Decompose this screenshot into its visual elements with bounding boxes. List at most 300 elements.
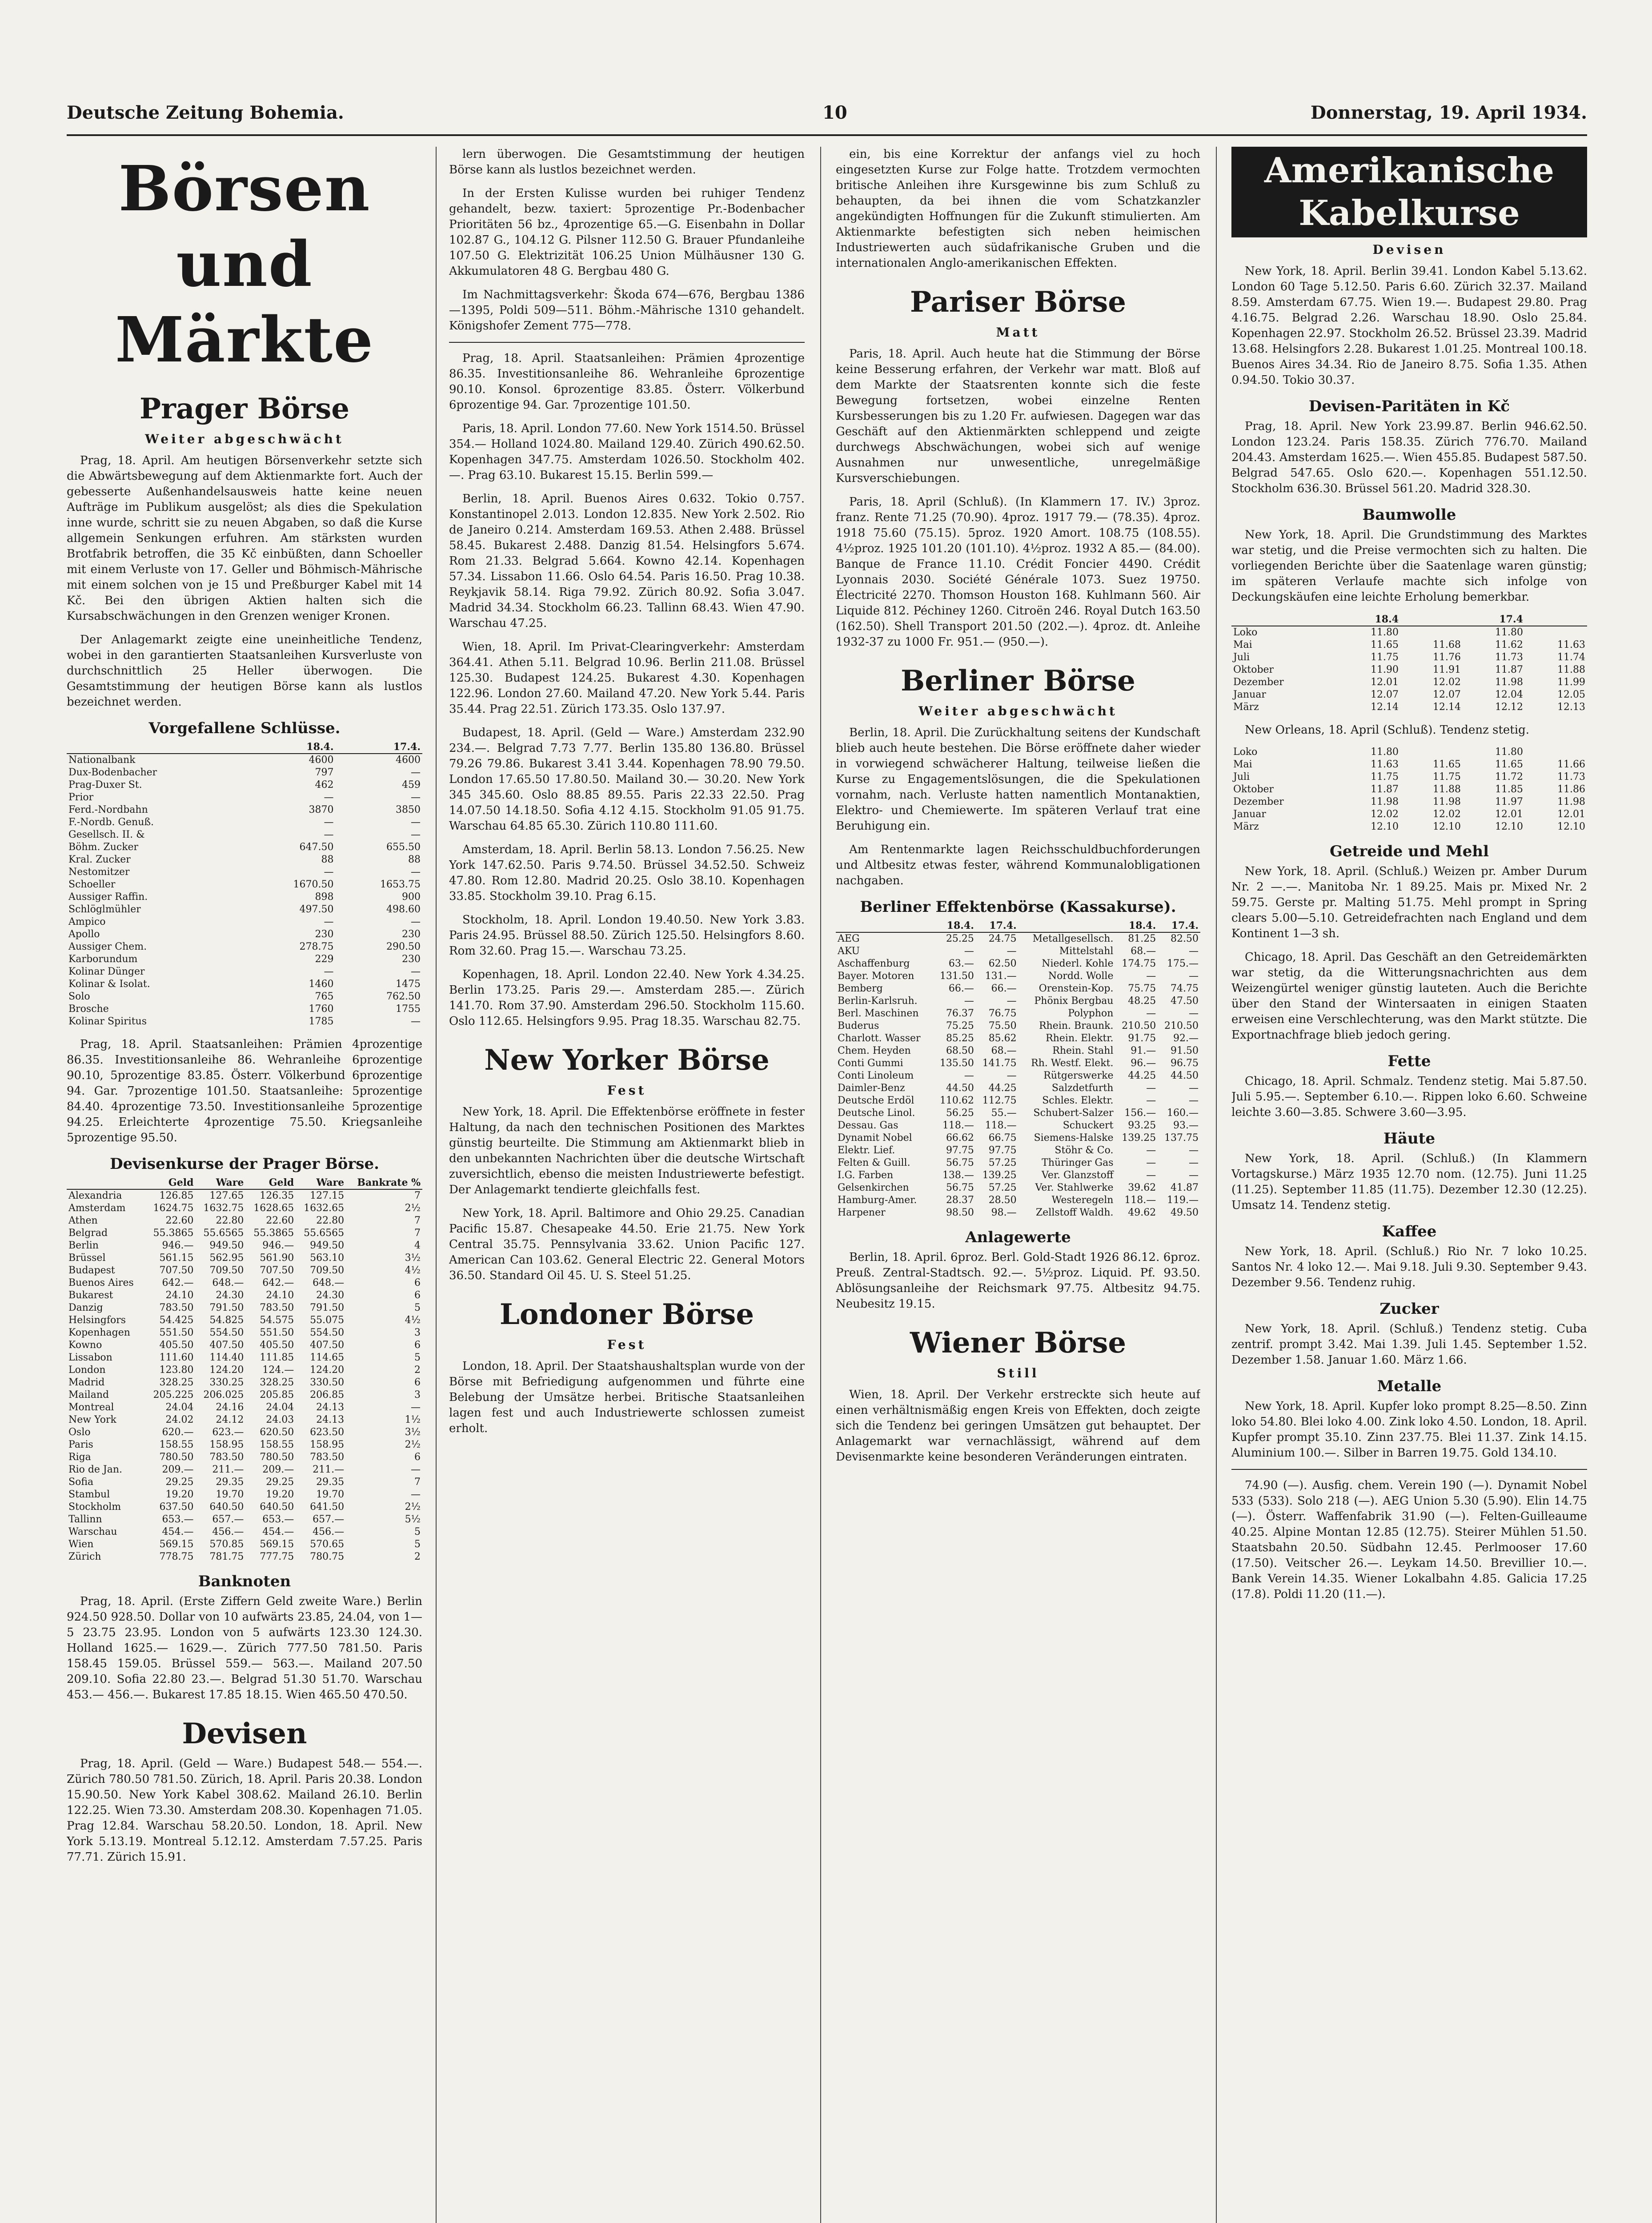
table-cell: 24.30: [316, 1290, 345, 1301]
table-cell: Madrid: [68, 1377, 105, 1388]
table-cell: 780.50: [159, 1452, 194, 1463]
table-cell: 7: [414, 1477, 421, 1488]
table-cell: 55.075: [310, 1315, 345, 1326]
table-cell: 949.50: [209, 1240, 244, 1251]
column-divider: [436, 147, 437, 2223]
article-paragraph: Prag, 18. April. Am heutigen Börsenverkehr setzte sich die Abwärtsbewegung auf dem Aktienmarkte fort. Auch der gebesserte Außenhandelsausweis hatte keine neuen Aufträge im Publikum ausgelöst; als dies die Spekulation inne wurde, schritt sie zu neuen Abgaben, so daß die Kurse allgemein Senkungen erfuhren. Am stärksten wurden Brotfabrik betroffen, die 35 Kč einbüßten, dann Schoeller mit einem Verluste von 17. Geller und Böhmisch-Mährische mit einem solchen von je 15 und Preßburger Kabel mit 14 Kč. Bei den übrigen Aktien halten sich die Kursabschwächungen in den Grenzen weniger Kronen.: [67, 454, 422, 623]
table-cell: 29.35: [316, 1477, 345, 1488]
table-cell: [1400, 626, 1463, 639]
table-cell: Zellstoff Waldh.: [1036, 1207, 1114, 1218]
table-cell: 97.75: [946, 1145, 974, 1156]
table-row: [67, 1202, 422, 1215]
table-cell: 407.50: [310, 1340, 345, 1351]
table-cell: 11.74: [1557, 652, 1585, 663]
table-cell: Athen: [68, 1215, 98, 1226]
table-row: [67, 1252, 422, 1264]
column-2: [449, 147, 805, 2223]
table-row: [1231, 651, 1587, 664]
table-cell: Aussiger Raffin.: [68, 891, 148, 903]
table-cell: 4½: [405, 1315, 421, 1326]
table-cell: Gesellsch. II. &: [68, 829, 145, 840]
table-cell: Deutsche Linol.: [838, 1107, 915, 1119]
table-cell: 655.50: [386, 842, 421, 853]
table-cell: 570.65: [310, 1539, 345, 1550]
table-cell: 66.—: [948, 983, 974, 994]
quote-block: Paris, 18. April. London 77.60. New York 1514.50. Brüssel 354.— Holland 1024.80. Mailand 129.40. Zürich 490.62.50. Kopenhagen 347.75. Amsterdam 1026.50. Stockholm 402.—. Prag 63.10. Bukarest 15.15. Berlin 599.—: [449, 422, 805, 482]
table-row: [1231, 808, 1587, 821]
table-cell: 459: [402, 779, 421, 790]
table-cell: Belgrad: [68, 1228, 108, 1239]
table-cell: 76.75: [988, 1008, 1017, 1019]
kaffee-title: Kaffee: [1382, 1223, 1437, 1240]
table-cell: 657.—: [313, 1514, 345, 1525]
table-cell: 12.01: [1495, 809, 1523, 820]
table-row: [1231, 758, 1587, 771]
quote-block: Budapest, 18. April. (Geld — Ware.) Amsterdam 232.90 234.—. Belgrad 7.73 7.77. Berlin 135.80 136.80. Brüssel 79.26 79.86. Bukarest 3.41 3.44. Kopenhagen 78.90 79.50. London 17.65.50 17.80.50. Mailand 30.— 30.20. New York 345 345.60. Oslo 88.85 89.55. Paris 22.33 22.50. Prag 14.07.50 14.18.50. Sofia 4.12 4.15. Stockholm 91.05 91.75. Warschau 64.85 65.30. Zürich 110.80 111.60.: [449, 726, 805, 833]
new-yorker-boerse-title: New Yorker Börse: [484, 1043, 770, 1077]
table-cell: Polyphon: [1068, 1008, 1114, 1019]
table-row: [67, 1464, 422, 1476]
table-cell: Berlin: [68, 1240, 99, 1251]
table-cell: Rhein. Braunk.: [1039, 1020, 1114, 1031]
table-cell: 11.80: [1371, 627, 1399, 638]
table-cell: —: [1146, 1008, 1156, 1019]
table-cell: Buenos Aires: [68, 1277, 134, 1288]
fette-title: Fette: [1387, 1052, 1431, 1070]
table-cell: Thüringer Gas: [1042, 1157, 1114, 1168]
table-cell: 3: [414, 1389, 421, 1400]
table-cell: 160.—: [1167, 1107, 1199, 1119]
table-cell: Daimler-Benz: [838, 1083, 905, 1094]
table-cell: —: [1006, 946, 1017, 957]
table-cell: —: [411, 792, 421, 803]
table-cell: Dux-Bodenbacher: [68, 767, 157, 778]
table-cell: 4600: [396, 754, 421, 766]
table-row: [67, 966, 422, 978]
table-cell: 127.15: [310, 1190, 345, 1201]
table-cell: —: [1146, 971, 1156, 982]
column-4: [1231, 147, 1587, 2223]
table-cell: 24.13: [316, 1402, 345, 1413]
table-cell: 456.—: [212, 1526, 244, 1537]
table-cell: 12.10: [1557, 821, 1585, 832]
table-cell: 66.—: [991, 983, 1017, 994]
table-row: [1231, 701, 1587, 714]
table-cell: 620.50: [260, 1427, 294, 1438]
table-cell: 11.99: [1557, 677, 1585, 688]
table-cell: 5: [414, 1302, 421, 1313]
table-cell: 11.88: [1557, 664, 1585, 675]
table-cell: Kowno: [68, 1340, 102, 1351]
table-cell: Kolinar Spiritus: [68, 1016, 147, 1027]
table-cell: 11.68: [1433, 639, 1461, 650]
column-divider: [1216, 147, 1217, 2223]
table-row: [67, 1240, 422, 1252]
table-row: [836, 958, 1200, 970]
table-cell: 75.75: [1128, 983, 1156, 994]
table-row: [67, 1389, 422, 1401]
table-cell: 783.50: [310, 1452, 345, 1463]
table-cell: 54.575: [260, 1315, 294, 1326]
table-row: [67, 1264, 422, 1277]
table-cell: Salzdetfurth: [1051, 1083, 1114, 1094]
banknoten-title: Banknoten: [198, 1573, 291, 1590]
table-cell: Rütgerswerke: [1043, 1070, 1114, 1081]
table-cell: 11.91: [1433, 664, 1461, 675]
table-row: [67, 1551, 422, 1563]
table-cell: 328.25: [159, 1377, 194, 1388]
table-row: [67, 1426, 422, 1439]
table-cell: I.G. Farben: [838, 1170, 894, 1181]
table-cell: März: [1233, 702, 1259, 713]
table-cell: 648.—: [212, 1277, 244, 1288]
table-cell: 11.76: [1433, 652, 1461, 663]
table-cell: 898: [315, 891, 334, 903]
table-cell: 74.75: [1171, 983, 1199, 994]
table-cell: 569.15: [159, 1539, 194, 1550]
table-cell: 11.65: [1433, 759, 1461, 770]
table-cell: 54.825: [209, 1315, 244, 1326]
table-cell: Aussiger Chem.: [68, 941, 147, 952]
table-cell: Ferd.-Nordbahn: [68, 804, 148, 815]
table-cell: 3: [414, 1327, 421, 1338]
table-row: [67, 1302, 422, 1314]
table-cell: Niederl. Kohle: [1042, 958, 1114, 969]
table-cell: 131.50: [939, 971, 974, 982]
table-cell: F.-Nordb. Genuß.: [68, 817, 154, 828]
table-cell: Schles. Elektr.: [1042, 1095, 1114, 1106]
wiener-boerse-title: Wiener Börse: [910, 1326, 1127, 1360]
table-cell: 57.25: [988, 1157, 1017, 1168]
table-cell: 25.25: [946, 933, 974, 944]
table-cell: 497.50: [299, 904, 334, 915]
table-cell: 11.80: [1371, 746, 1399, 758]
table-cell: Januar: [1233, 809, 1266, 820]
table-cell: 63.—: [948, 958, 974, 969]
table-row: [1231, 639, 1587, 651]
table-cell: 29.25: [165, 1477, 194, 1488]
table-row: [836, 945, 1200, 958]
table-cell: 707.50: [260, 1265, 294, 1276]
table-cell: 28.50: [988, 1195, 1017, 1206]
table-cell: 11.80: [1495, 746, 1523, 758]
table-cell: 946.—: [262, 1240, 294, 1251]
table-cell: London: [68, 1364, 106, 1376]
table-header-cell: 17.4: [1463, 613, 1525, 626]
table-cell: 24.03: [266, 1414, 294, 1425]
table-cell: 126.35: [260, 1190, 294, 1201]
table-cell: 48.25: [1128, 995, 1156, 1007]
table-cell: 12.04: [1495, 689, 1523, 700]
table-row: [836, 1007, 1200, 1020]
table-cell: 24.10: [165, 1290, 194, 1301]
prager-boerse-subtitle: Weiter abgeschwächt: [145, 432, 344, 446]
table-cell: 12.10: [1433, 821, 1461, 832]
table-cell: Dezember: [1233, 796, 1284, 807]
table-cell: Oslo: [68, 1427, 91, 1438]
table-cell: 11.75: [1433, 771, 1461, 782]
table-row: [836, 1057, 1200, 1070]
table-cell: Ver. Stahlwerke: [1035, 1182, 1114, 1193]
table-cell: 55.—: [991, 1107, 1017, 1119]
table-cell: 12.02: [1433, 809, 1461, 820]
table-row: [836, 1169, 1200, 1182]
table-cell: 2½: [405, 1501, 421, 1513]
table-cell: 2½: [405, 1203, 421, 1214]
table-cell: —: [1006, 995, 1017, 1007]
table-row: [67, 754, 422, 766]
table-cell: 1460: [309, 979, 334, 990]
table-cell: 229: [315, 954, 334, 965]
table-cell: 19.20: [266, 1489, 294, 1500]
table-cell: Stöhr & Co.: [1055, 1145, 1114, 1156]
table-cell: [1400, 746, 1463, 758]
table-header-cell: Geld: [145, 1176, 196, 1189]
table-cell: AEG: [838, 933, 860, 944]
table-cell: März: [1233, 821, 1259, 832]
table-cell: Felten & Guill.: [838, 1157, 910, 1168]
table-cell: Siemens-Halske: [1034, 1132, 1114, 1144]
table-cell: 623.—: [212, 1427, 244, 1438]
table-cell: Montreal: [68, 1402, 114, 1413]
table-cell: 653.—: [262, 1514, 294, 1525]
table-header-cell: [67, 1176, 145, 1189]
table-row: [1231, 796, 1587, 808]
table-cell: 44.50: [946, 1083, 974, 1094]
table-cell: 44.50: [1171, 1070, 1199, 1081]
table-row: [67, 1476, 422, 1489]
table-cell: 85.62: [988, 1033, 1017, 1044]
table-cell: 209.—: [162, 1464, 194, 1475]
table-cell: —: [1146, 1145, 1156, 1156]
table-cell: —: [324, 867, 334, 878]
table-cell: 139.25: [1122, 1132, 1156, 1144]
table-row: [1231, 771, 1587, 783]
table-cell: Warschau: [68, 1526, 117, 1537]
table-row: [836, 1157, 1200, 1169]
table-cell: 762.50: [386, 991, 421, 1002]
table-cell: Helsingfors: [68, 1315, 126, 1326]
table-cell: Chem. Heyden: [838, 1045, 911, 1056]
table-cell: 22.60: [266, 1215, 294, 1226]
table-cell: Bemberg: [838, 983, 883, 994]
table-cell: 158.95: [209, 1439, 244, 1450]
table-cell: Gelsenkirchen: [838, 1182, 909, 1193]
table-cell: 88: [321, 854, 334, 865]
table-cell: Schubert-Salzer: [1033, 1107, 1114, 1119]
table-cell: Mai: [1233, 759, 1252, 770]
table-cell: 29.35: [216, 1477, 244, 1488]
table-cell: 554.50: [310, 1327, 345, 1338]
table-cell: Westeregeln: [1051, 1195, 1114, 1206]
table-cell: 405.50: [159, 1340, 194, 1351]
table-cell: 230: [402, 954, 421, 965]
table-cell: 24.04: [266, 1402, 294, 1413]
table-header-cell: [1231, 613, 1338, 626]
table-cell: 158.95: [310, 1439, 345, 1450]
header-rule: [67, 134, 1587, 136]
table-cell: —: [324, 829, 334, 840]
table-cell: 114.40: [209, 1352, 244, 1363]
table-cell: 641.50: [310, 1501, 345, 1513]
table-cell: 93.25: [1128, 1120, 1156, 1131]
table-cell: 22.80: [316, 1215, 345, 1226]
table-cell: 11.62: [1495, 639, 1523, 650]
table-cell: —: [1189, 1095, 1199, 1106]
table-row: [836, 932, 1200, 945]
table-cell: 765: [315, 991, 334, 1002]
table-cell: 561.90: [260, 1252, 294, 1264]
table-cell: Stockholm: [68, 1501, 121, 1513]
table-cell: Nationalbank: [68, 754, 136, 766]
table-cell: 554.50: [209, 1327, 244, 1338]
table-cell: 5: [414, 1352, 421, 1363]
table-cell: 498.60: [386, 904, 421, 915]
table-header-cell: [1525, 613, 1587, 626]
quote-block: Stockholm, 18. April. London 19.40.50. New York 3.83. Paris 24.95. Brüssel 88.50. Zürich 125.50. Helsingfors 8.60. Rom 32.60. Prag 15.—. Warschau 73.25.: [449, 913, 805, 958]
table-cell: New York: [68, 1414, 116, 1425]
table-cell: 642.—: [262, 1277, 294, 1288]
table-cell: 11.86: [1557, 784, 1585, 795]
table-cell: 11.85: [1495, 784, 1523, 795]
berliner-boerse-subtitle: Weiter abgeschwächt: [918, 704, 1118, 718]
table-cell: 135.50: [939, 1058, 974, 1069]
article-paragraph: Berlin, 18. April. Die Zurückhaltung seitens der Kundschaft blieb auch heute bestehen. Die Börse eröffnete daher wieder in vorwiegend schwächerer Haltung, teilweise ließen die Kurse zu Engagementslösungen, die die Spekulationen vornahm, nach. Verluste hatten namentlich Montanaktien, Elektro- und Chemiewerte. Im späteren Verlauf trat eine Beruhigung ein.: [836, 726, 1200, 833]
baumwolle-title: Baumwolle: [1362, 506, 1456, 524]
table-cell: 41.87: [1171, 1182, 1199, 1193]
table-cell: 648.—: [313, 1277, 345, 1288]
table-row: [67, 804, 422, 816]
table-cell: 11.73: [1557, 771, 1585, 782]
table-row: [67, 866, 422, 879]
article-paragraph: New York, 18. April. (Schluß.) Weizen pr. Amber Durum Nr. 2 —.—. Manitoba Nr. 1 89.25. Mais pr. Mixed Nr. 2 59.75. Gerste pr. Malting 51.75. Mehl prompt in Spring clears 5.00—5.10. Getreidefrachten nach England und dem Kontinent 1—3 sh.: [1231, 865, 1587, 940]
table-cell: 119.—: [1167, 1195, 1199, 1206]
table-cell: 76.37: [946, 1008, 974, 1019]
table-cell: 781.75: [209, 1551, 244, 1562]
table-cell: 12.02: [1433, 677, 1461, 688]
table-cell: —: [1189, 1145, 1199, 1156]
table-row: [1231, 783, 1587, 796]
table-cell: 131.—: [985, 971, 1017, 982]
table-row: [67, 1227, 422, 1240]
table-cell: 12.05: [1557, 689, 1585, 700]
table-cell: 12.12: [1495, 702, 1523, 713]
table-cell: 139.25: [982, 1170, 1017, 1181]
new-orleans-table: [1231, 746, 1587, 833]
table-header-cell: Ware: [296, 1176, 346, 1189]
table-row: [836, 1207, 1200, 1219]
table-cell: 330.50: [310, 1377, 345, 1388]
table-cell: 642.—: [162, 1277, 194, 1288]
table-cell: 91.50: [1171, 1045, 1199, 1056]
table-row: [67, 816, 422, 829]
table-cell: 24.75: [988, 933, 1017, 944]
table-cell: 156.—: [1124, 1107, 1156, 1119]
table-row: [836, 1020, 1200, 1032]
table-cell: 653.—: [162, 1514, 194, 1525]
table-cell: 68.50: [946, 1045, 974, 1056]
table-row: [836, 1194, 1200, 1207]
table-cell: 98.—: [991, 1207, 1017, 1218]
londoner-boerse-title: Londoner Börse: [499, 1298, 754, 1331]
table-cell: Deutsche Erdöl: [838, 1095, 914, 1106]
table-cell: 62.50: [988, 958, 1017, 969]
table-row: [836, 1032, 1200, 1045]
table-cell: —: [1006, 1070, 1017, 1081]
table-cell: Zürich: [68, 1551, 101, 1562]
table-cell: 11.87: [1495, 664, 1523, 675]
table-cell: 11.65: [1371, 639, 1399, 650]
table-cell: —: [411, 1464, 421, 1475]
table-cell: 24.02: [165, 1414, 194, 1425]
table-cell: Paris: [68, 1439, 93, 1450]
table-row: [67, 1327, 422, 1339]
table-cell: 12.01: [1371, 677, 1399, 688]
devisen-title: Devisen: [182, 1717, 307, 1750]
table-cell: 620.—: [162, 1427, 194, 1438]
table-cell: 85.25: [946, 1033, 974, 1044]
table-cell: 1628.65: [253, 1203, 294, 1214]
table-cell: Juli: [1233, 771, 1250, 782]
column-1: [67, 147, 422, 2223]
table-cell: 11.66: [1557, 759, 1585, 770]
table-cell: 211.—: [313, 1464, 345, 1475]
table-row: [67, 791, 422, 804]
table-cell: 6: [414, 1340, 421, 1351]
table-cell: 707.50: [159, 1265, 194, 1276]
table-cell: 55.3865: [253, 1228, 294, 1239]
table-cell: —: [411, 767, 421, 778]
table-cell: 1½: [405, 1414, 421, 1425]
table-cell: 1632.75: [203, 1203, 244, 1214]
table-cell: —: [411, 966, 421, 977]
table-cell: 54.425: [159, 1315, 194, 1326]
table-cell: 563.10: [310, 1252, 345, 1264]
table-cell: 6: [414, 1290, 421, 1301]
table-cell: —: [411, 1402, 421, 1413]
table-cell: Ver. Glanzstoff: [1042, 1170, 1114, 1181]
table-cell: Schlöglmühler: [68, 904, 141, 915]
table-cell: 561.15: [159, 1252, 194, 1264]
table-cell: Berlin-Karlsruh.: [838, 995, 918, 1007]
table-header-cell: Ware: [195, 1176, 245, 1189]
table-cell: 112.75: [982, 1095, 1017, 1106]
paritaeten-text: Prag, 18. April. New York 23.99.87. Berlin 946.62.50. London 123.24. Paris 158.35. Zürich 776.70. Mailand 204.43. Amsterdam 1625.—. Wien 455.85. Budapest 587.50. Belgrad 547.65. Oslo 620.—. Kopenhagen 551.12.50. Stockholm 636.30. Brüssel 561.20. Madrid 328.30.: [1231, 420, 1587, 495]
table-cell: 12.07: [1433, 689, 1461, 700]
table-cell: 118.—: [942, 1120, 974, 1131]
table-cell: —: [324, 966, 334, 977]
table-row: [67, 953, 422, 966]
table-header-cell: [1400, 613, 1463, 626]
table-cell: 49.62: [1128, 1207, 1156, 1218]
divider: [449, 342, 805, 343]
table-cell: —: [411, 916, 421, 927]
table-cell: Böhm. Zucker: [68, 842, 139, 853]
table-cell: 66.75: [988, 1132, 1017, 1144]
table-row: [67, 1003, 422, 1015]
quote-block: Amsterdam, 18. April. Berlin 58.13. London 7.56.25. New York 147.62.50. Paris 9.74.50. Brüssel 34.52.50. Schweiz 47.80. Rom 12.80. Madrid 20.25. Oslo 38.10. Kopenhagen 33.85. Stockholm 39.10. Prag 6.15.: [449, 843, 805, 903]
table-row: [836, 983, 1200, 995]
table-cell: 210.50: [1164, 1020, 1199, 1031]
baumwolle-table: [1231, 613, 1587, 714]
table-cell: 330.25: [209, 1377, 244, 1388]
table-cell: 5: [414, 1539, 421, 1550]
table-cell: 11.63: [1371, 759, 1399, 770]
table-cell: Kopenhagen: [68, 1327, 130, 1338]
table-row: [836, 1120, 1200, 1132]
table-cell: —: [1189, 1083, 1199, 1094]
article-paragraph: Paris, 18. April (Schluß). (In Klammern 17. IV.) 3proz. franz. Rente 71.25 (70.90). 4proz. 1917 79.— (78.35). 4proz. 1918 75.60 (75.15). 5proz. 1920 Amort. 108.75 (108.55). 4½proz. 1925 101.20 (101.10). 4½proz. 1932 A 85.— (84.00). Banque de France 11.10. Crédit Foncier 4490. Crédit Lyonnais 2030. Société Générale 1073. Suez 19750. Électricité 2270. Thomson Houston 168. Kuhlmann 560. Air Liquide 812. Péchiney 1260. Citroën 246. Royal Dutch 163.50 (162.50). Shell Transport 201.50 (202.—). 4proz. dt. Anleihe 1932-37 zu 1000 Fr. 951.— (950.—).: [836, 495, 1200, 649]
